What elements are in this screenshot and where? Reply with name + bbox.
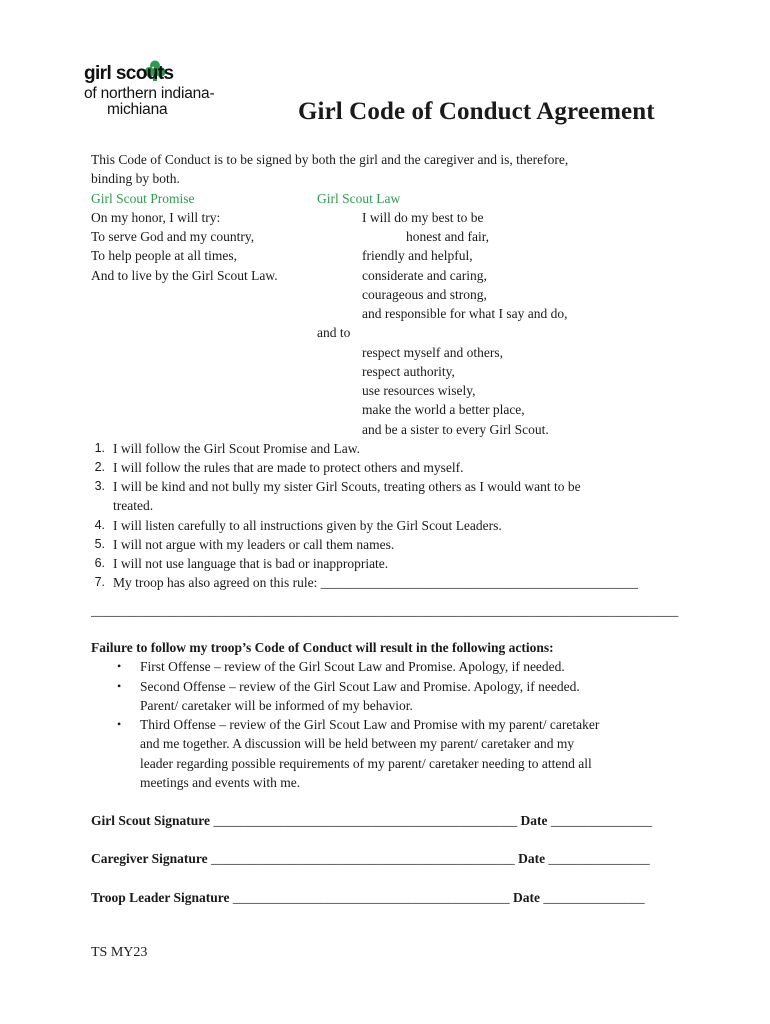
law-line: considerate and caring, xyxy=(362,268,487,283)
date-label: Date xyxy=(513,890,541,905)
law-line: I will do my best to be xyxy=(362,210,484,225)
rule-7-blank-line: _______________________________________________________________________________________ xyxy=(91,603,679,618)
rule-number: 2. xyxy=(94,460,105,474)
girl-scout-signature-row xyxy=(91,811,652,830)
logo-line-1: girl scouts xyxy=(84,63,174,84)
bullet-icon: • xyxy=(117,679,122,693)
rule-number: 5. xyxy=(94,537,105,551)
law-line: and be a sister to every Girl Scout. xyxy=(362,422,549,437)
page-title: Girl Code of Conduct Agreement xyxy=(298,98,655,125)
rule-text: I will not use language that is bad or inappropriate. xyxy=(113,556,389,571)
caregiver-signature-row xyxy=(91,849,650,868)
rule-text: I will follow the rules that are made to protect others and myself. xyxy=(113,460,464,475)
logo-line-3: michiana xyxy=(107,101,168,118)
rule-text: My troop has also agreed on this rule: _______________________________________________ xyxy=(113,575,638,590)
signature-label: Caregiver Signature xyxy=(91,851,208,866)
signature-label: Troop Leader Signature xyxy=(91,890,230,905)
signature-line[interactable]: _____________________________________________ xyxy=(213,813,518,828)
footer-code: TS MY23 xyxy=(91,945,148,960)
troop-leader-signature-row xyxy=(91,888,645,907)
bullet-icon: • xyxy=(117,659,122,673)
date-line[interactable]: _______________ xyxy=(548,851,650,866)
rule-text: I will not argue with my leaders or call them names. xyxy=(113,537,395,552)
offense-third-cont: leader regarding possible requirements of my parent/ caretaker needing to attend all xyxy=(140,756,592,771)
promise-line: And to live by the Girl Scout Law. xyxy=(91,268,278,283)
signature-line[interactable]: _____________________________________________ xyxy=(211,851,515,866)
signature-label: Girl Scout Signature xyxy=(91,813,211,828)
intro-line-1: This Code of Conduct is to be signed by both the girl and the caregiver and is, therefore, xyxy=(91,152,569,167)
law-line: make the world a better place, xyxy=(362,402,525,417)
law-and-to: and to xyxy=(317,325,351,340)
offense-third-cont: meetings and events with me. xyxy=(140,775,301,790)
intro-line-2: binding by both. xyxy=(91,171,180,186)
rule-number: 6. xyxy=(94,556,105,570)
offense-third: Third Offense – review of the Girl Scout Law and Promise with my parent/ caretaker xyxy=(140,717,600,732)
law-line: use resources wisely, xyxy=(362,383,476,398)
logo-line-2: of northern indiana- xyxy=(84,85,215,102)
promise-heading: Girl Scout Promise xyxy=(91,191,195,206)
rule-number: 3. xyxy=(94,479,105,493)
rule-text: I will be kind and not bully my sister Girl Scouts, treating others as I would want to be xyxy=(113,479,581,494)
rule-text-continued: treated. xyxy=(113,498,154,513)
promise-line: On my honor, I will try: xyxy=(91,210,221,225)
date-line[interactable]: _______________ xyxy=(550,813,653,828)
offense-third-cont: and me together. A discussion will be held between my parent/ caretaker and my xyxy=(140,736,575,751)
offense-second-cont: Parent/ caretaker will be informed of my behavior. xyxy=(140,698,413,713)
rule-number: 7. xyxy=(94,575,105,589)
rule-text: I will listen carefully to all instructions given by the Girl Scout Leaders. xyxy=(113,518,502,533)
promise-line: To help people at all times, xyxy=(91,248,238,263)
law-line: respect authority, xyxy=(362,364,455,379)
date-label: Date xyxy=(518,851,546,866)
rule-text: I will follow the Girl Scout Promise and Law. xyxy=(113,441,360,456)
date-line[interactable]: _______________ xyxy=(543,890,645,905)
promise-line: To serve God and my country, xyxy=(91,229,255,244)
law-line: and responsible for what I say and do, xyxy=(362,306,568,321)
rule-number: 1. xyxy=(94,441,105,455)
law-line: friendly and helpful, xyxy=(362,248,473,263)
signature-line[interactable]: _________________________________________ xyxy=(232,890,510,905)
rule-number: 4. xyxy=(94,518,105,532)
failure-heading: Failure to follow my troop’s Code of Conduct will result in the following actions: xyxy=(91,640,554,655)
offense-second: Second Offense – review of the Girl Scout Law and Promise. Apology, if needed. xyxy=(140,679,580,694)
law-heading: Girl Scout Law xyxy=(317,191,401,206)
law-line: honest and fair, xyxy=(406,229,490,244)
offense-first: First Offense – review of the Girl Scout Law and Promise. Apology, if needed. xyxy=(140,659,565,674)
date-label: Date xyxy=(520,813,548,828)
law-line: courageous and strong, xyxy=(362,287,487,302)
law-line: respect myself and others, xyxy=(362,345,503,360)
bullet-icon: • xyxy=(117,717,122,731)
